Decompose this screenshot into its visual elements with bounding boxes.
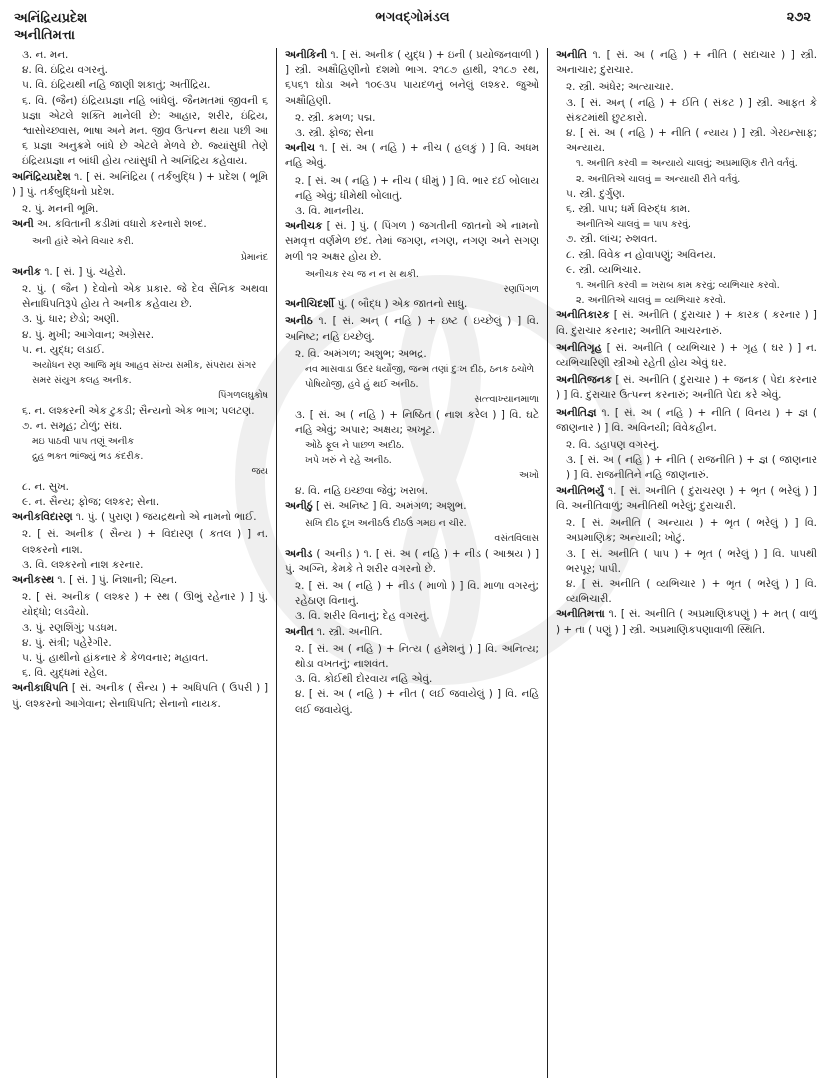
last-guide-word: અનીતિમત્તા <box>14 28 75 43</box>
sense-definition: ૫. સ્ત્રી. દુર્ગુણ. <box>566 187 626 200</box>
headword: અનીચક <box>285 220 323 233</box>
usage-quote: અની હાંરે એને વિચાર કરી. <box>32 236 134 248</box>
definition-text: ૧. [ સં. અ ( નહિ ) + નીચ ( હલકું ) ] વિ. અધમ નહિ એવું. <box>285 142 539 170</box>
headword: અનીઠ <box>285 315 313 328</box>
usage-quote: મઇ પાઠવી પાપ તણૂં અનીક <box>32 436 134 448</box>
page-number: ૨૭૨ <box>786 10 811 25</box>
dictionary-entry <box>285 48 539 109</box>
definition-text: ૧. [ સં. અનીતિ ( દુરાચરણ ) + ભૃત ( ભરેલું ) ] વિ. અનીતિવાળું; અનીતિથી ભરેલું; દુરાચારી. <box>556 484 817 512</box>
usage-quote: ૧. અનીતિ કરવી = ખરાબ કામ કરવું; વ્યભિચાર કરવો. <box>576 280 780 292</box>
headword: અનીતિભર્યું <box>556 484 604 497</box>
definition-text: અ. કવિતાની કડીમાં વધારો કરનારો શબ્દ. <box>33 218 207 231</box>
usage-quote: ૧. અનીતિ કરવી = અન્યાયે ચાલવું; અપ્રમાણિક રીતે વર્તવું. <box>576 158 798 170</box>
usage-quote: ઓઠે ફૂલ ને પાછળ અદીઠ. <box>305 440 405 452</box>
sense-definition: ૬. સ્ત્રી. પાપ; ધર્મ વિરુદ્ધ કામ. <box>566 203 691 216</box>
headword: અનીઠું <box>285 499 313 512</box>
column-3 <box>548 48 825 1078</box>
dictionary-entry <box>285 499 539 514</box>
sense-definition: ૭. સ્ત્રી. લાંચ; રુશવત. <box>566 233 658 246</box>
usage-quote: ૨. અનીતિએ ચાલવું = વ્યભિચાર કરવો. <box>576 295 726 307</box>
sense-definition: ૨. વિ. ડહાપણ વગરનું. <box>566 439 660 452</box>
usage-quote: નવ માસવાડા ઉદર ધર્યોજી, જન્મ તણાં દુઃખ દીઠ, ઠનક ઠચોળે પોષિયોજી, હવે હું થઈ અનીઠ. <box>305 364 535 391</box>
dictionary-entry <box>285 625 539 640</box>
dictionary-entry <box>556 373 817 403</box>
headword: અનીચ <box>285 142 315 155</box>
headword: અનીડ <box>285 547 313 560</box>
dictionary-entry <box>12 217 268 232</box>
dictionary-entry <box>556 484 817 514</box>
book-title: ભગવદ્ગોમંડલ <box>375 10 450 25</box>
sense-definition: ૩. [ સં. અ ( નહિ ) + નિષ્ઠિત ( નાશ કરેલ ) ] વિ. ઘટે નહિ એવું; અપાર; અક્ષય; અખૂટ. <box>295 408 539 436</box>
sense-definition: ૨. [ સં. અનીક ( સૈન્ય ) + વિદારણ ( કતલ ) ] ન. લશ્કરનો નાશ. <box>22 528 268 556</box>
sense-definition: ૩. વિ. કોઈથી દોરવાય નહિ એવું. <box>295 673 433 686</box>
usage-quote: ખપે ખરું ને રહે અનીઠ. <box>305 455 392 467</box>
sense-definition: ૨. [ સં. અનીતિ ( અન્યાય ) + ભૃત ( ભરેલું ) ] વિ. અપ્રમાણિક; અન્યાયી; ખોટું. <box>566 517 817 545</box>
sense-definition: ૨. [ સં. અ ( નહિ ) + નીડ ( માળો ) ] વિ. માળા વગરનું; રહેઠાણ વિનાનું. <box>295 579 539 608</box>
definition-text: ૧. [ સં. અનીક ( યુદ્ધ ) + ઇની ( પ્રયોજનવાળી ) ] સ્ત્રી. અક્ષૌહિણીનો દશમો ભાગ. ૨૧૮૭ હાથી, ૨૧૮૭ રથ, ૬૫૬૧ ઘોડા અને ૧૦૯૩૫ પાયદળનું બનેલું લશ્કર. જુઓ અક્ષૌહિણી. <box>285 49 539 107</box>
quote-source: રણપિંગળ <box>503 284 539 296</box>
definition-text: [ સં. અનીતિ ( દુરાચાર ) + કારક ( કરનાર ) ] વિ. દુરાચાર કરનાર; અનીતિ આચરનારું. <box>556 309 817 337</box>
dictionary-entry <box>556 48 817 78</box>
sense-definition: ૪. વિ. ઇંદ્રિય વગરનું. <box>22 64 108 77</box>
headword: અનીતિજ્ઞ <box>556 406 597 419</box>
sense-definition: ૩. વિ. શરીર વિનાનું; દેહ વગરનું. <box>295 610 430 623</box>
quote-source: પિંગળલઘુકોષ <box>218 390 268 402</box>
headword: અનીકવિદારણ <box>12 511 73 524</box>
headword: અનીકિની <box>285 49 328 61</box>
quote-source: પ્રેમાનંદ <box>240 251 268 263</box>
sense-definition: ૫. પું. હાથીનો હાંકનાર કે કેળવનાર; મહાવત. <box>22 651 209 664</box>
sense-definition: ૨. વિ. અમંગળ; અશુભ; અભદ્ર. <box>295 347 427 360</box>
headword: અનીકાધિપતિ <box>12 682 69 695</box>
headword: અની <box>12 218 34 231</box>
dictionary-entry <box>285 297 539 312</box>
definition-text: ૧. [ સં. ] પું. ચહેરો. <box>41 265 127 278</box>
sense-definition: ૨. સ્ત્રી. અંધેર; અત્યાચાર. <box>566 81 674 94</box>
sense-definition: ૩. [ સં. અન્ ( નહિ ) + ઈતિ ( સંકટ ) ] સ્ત્રી. આફત કે સંકટમાંથી છુટકારો. <box>566 96 817 124</box>
headword: અનીતિજનક <box>556 374 612 387</box>
sense-definition: ૩. [ સં. અનીતિ ( પાપ ) + ભૃત ( ભરેલું ) ] વિ. પાપથી ભરપૂર; પાપી. <box>566 547 817 575</box>
headword: અનીક <box>12 265 42 278</box>
dictionary-entry <box>556 308 817 338</box>
sense-definition: ૩. ન. મન. <box>22 49 69 61</box>
dictionary-entry <box>285 547 539 577</box>
usage-quote: અનીતિએ ચાલવું = પાપ કરવું. <box>576 219 692 231</box>
dictionary-entry <box>285 141 539 171</box>
sense-definition: ૯. સ્ત્રી. વ્યભિચાર. <box>566 263 642 276</box>
sense-definition: ૯. ન. સૈન્ય; ફોજ; લશ્કર; સેના. <box>22 495 160 508</box>
usage-quote: અયોધન રણ આજિ મૃધ આહવ સંખ્ય સમીક, સંપરાય સંગર સમર સંયુગ કલહ અનીક. <box>32 360 257 387</box>
first-guide-word: અનિંદ્રિયપ્રદેશ <box>14 11 88 26</box>
sense-definition: ૪. [ સં. અ ( નહિ ) + નીતિ ( ન્યાય ) ] સ્ત્રી. ગેરઇન્સાફ; અન્યાય. <box>566 127 817 155</box>
dictionary-entry <box>556 607 817 637</box>
dictionary-entry <box>285 219 539 265</box>
sense-definition: ૩. પું. રણશિંગું; પડધમ. <box>22 621 118 634</box>
dictionary-columns <box>0 48 825 1078</box>
sense-definition: ૨. [ સં. અનીક ( લશ્કર ) + સ્થ ( ઊભું રહેનાર ) ] પું. યોદ્ધો; લડવૈયો. <box>22 591 268 619</box>
sense-definition: ૩. [ સં. અ ( નહિ ) + નીતિ ( રાજનીતિ ) + જ્ઞ ( જાણનાર ) ] વિ. રાજનીતિને નહિ જાણનારું. <box>566 454 817 482</box>
definition-text: ૧. [ સં. અ ( નહિ ) + નીતિ ( વિનય ) + જ્ઞ ( જાણનાર ) ] વિ. અવિનયી; વિવેકહીન. <box>556 406 817 434</box>
headword: અનીકસ્થ <box>12 573 55 586</box>
sense-definition: ૩. સ્ત્રી. ફોજ; સેના <box>295 127 374 140</box>
definition-text: ૧. પું. ( પુરાણ ) જયદ્રથનો એ નામનો ભાઈ. <box>72 511 257 524</box>
usage-quote: સખિ દીઠ દૂખ અનીઠઉં દીઠઉં ગમઇ ન ચીર. <box>305 518 467 530</box>
dictionary-entry <box>12 681 268 711</box>
definition-text: ૧. [ સં. અ ( નહિ ) + નીતિ ( સદાચાર ) ] સ્ત્રી. અનાચાર; દુરાચાર. <box>556 49 817 77</box>
sense-definition: ૮. ન. સુખ. <box>22 480 69 493</box>
usage-quote: ૨. અનીતિએ ચાલવું = અન્યાયી રીતે વર્તવું. <box>576 173 741 185</box>
sense-definition: ૨. [ સં. અ ( નહિ ) + નિત્ય ( હમેશનું ) ] વિ. અનિત્ય; થોડા વખતનું; નાશવંત. <box>295 642 539 670</box>
definition-text: [ સં. અનિષ્ટ ] વિ. અમંગળ; અશુભ. <box>312 499 467 512</box>
sense-definition: ૨. સ્ત્રી. કમળ; પદ્મ. <box>295 111 376 124</box>
sense-definition: ૪. [ સં. અ ( નહિ ) + નીત ( લઈ જવાયેલું ) ] વિ. નહિ લઈ જવાયેલું. <box>295 688 539 716</box>
sense-definition: ૫. ન. યુદ્ધ; લડાઈ. <box>22 343 105 356</box>
quote-source: જય <box>251 466 268 478</box>
sense-definition: ૩. પું. ધાર; છેડો; અણી. <box>22 313 120 326</box>
definition-text: પું. ( બૌદ્ધ ) એક જાતનો સાધુ. <box>334 298 468 311</box>
quote-source: સત્ત્વાખ્યાનમાળા <box>474 394 539 406</box>
sense-definition: ૨. [ સં. અ ( નહિ ) + નીચ ( ધીમું ) ] વિ. ભાર દઈ બોલાય નહિ એવું; ધીમેથી બોલાતું. <box>295 174 539 202</box>
sense-definition: ૪. [ સં. અનીતિ ( વ્યભિચાર ) + ભૃત ( ભરેલું ) ] વિ. વ્યભિચારી. <box>566 577 817 606</box>
sense-definition: ૪. પું. સંત્રી; પહેરેગીર. <box>22 636 112 649</box>
page-header <box>0 6 825 50</box>
usage-quote: દ્રુહ ભક્ત ભાંજ્યું ભડ કંદરીક. <box>32 451 144 463</box>
quote-source: અખો <box>519 470 539 482</box>
dictionary-entry <box>556 406 817 436</box>
headword: અનીતિગૃહ <box>556 341 602 354</box>
dictionary-entry <box>285 314 539 344</box>
definition-text: [ સં. ] પું. ( પિંગળ ) જગતીની જાતનો એ નામનો સમવૃત્ત વર્ણમેળ છંદ. તેમાં જગણ, નગણ, નગણ અને સગણ મળી ૧૨ અક્ષર હોય છે. <box>285 220 539 263</box>
definition-text: [ સં. અનીતિ ( દુરાચાર ) + જનક ( પેદા કરનાર ) ] વિ. દુરાચાર ઉત્પન્ન કરનારું; અનીતિ પેદા કરે એવું. <box>556 374 817 402</box>
column-2 <box>276 48 548 1078</box>
sense-definition: ૬. ન. લશ્કરની એક ટુકડી; સૈન્યનો એક ભાગ; પલટણ. <box>22 404 255 417</box>
dictionary-entry <box>12 510 268 525</box>
headword: અનીત <box>285 625 314 638</box>
sense-definition: ૪. પું. મુખી; આગેવાન; અગ્રેસર. <box>22 328 155 341</box>
sense-definition: ૪. વિ. નહિ ઇચ્છવા જેવું; ખરાબ. <box>295 484 429 497</box>
definition-text: ૧. સ્ત્રી. અનીતિ. <box>313 625 383 638</box>
column-1 <box>0 48 276 1078</box>
dictionary-entry <box>556 341 817 371</box>
sense-definition: ૩. વિ. માનનીય. <box>295 205 365 218</box>
definition-text: ૧. [ સં. અન્ ( નહિ ) + ઇષ્ટ ( ઇચ્છેલું ) ] વિ. અનિષ્ટ; નહિ ઇચ્છેલું. <box>285 315 539 343</box>
definition-text: [ સં. અનીક ( સૈન્ય ) + અધિપતિ ( ઉપરી ) ] પું. લશ્કરનો આગેવાન; સેનાધિપતિ; સેનાનો નાયક. <box>12 682 268 710</box>
sense-definition: ૬. વિ. (જૈન) ઇંદ્રિયપ્રજ્ઞા નહિ બાંધેલું. જૈનમતમાં જીવની ૬ પ્રજ્ઞા એટલે શક્તિ માનેલી છે: આહાર, શરીર, ઇંદ્રિય, શ્વાસોચ્છ્વાસ, ભાષા અને મન. જીવ ઉત્પન્ન થયા પછી આ ૬ પ્રજ્ઞા અનુક્રમે બાંધે છે એટલે મેળવે છે. જ્યાંસુધી તેણે ઇંદ્રિયપ્રજ્ઞા ન બાંધી હોય ત્યાંસુધી તે અનિંદ્રિય કહેવાય. <box>22 94 268 168</box>
definition-text: ૧. [ સં. અનીતિ ( અપ્રમાણિકપણું ) + મત્ ( વાળું ) + તા ( પણું ) ] સ્ત્રી. અપ્રમાણિકપણાવાળી સ્થિતિ. <box>556 608 817 636</box>
sense-definition: ૮. સ્ત્રી. વિવેક ન હોવાપણું; અવિનય. <box>566 248 717 261</box>
quote-source: વસંતવિલાસ <box>494 533 539 545</box>
sense-definition: ૫. વિ. ઇંદ્રિયથી નહિ જાણી શકાતું; અતીંદ્રિય. <box>22 79 211 92</box>
headword: અનીતિ <box>556 49 587 61</box>
sense-definition: ૨. પું. ( જૈન ) દેવોનો એક પ્રકાર. જે દેવ સૈનિક અથવા સેનાધિપતિરૂપે હોય તે અનીક કહેવાય છે. <box>22 283 268 311</box>
dictionary-entry <box>12 573 268 588</box>
sense-definition: ૬. વિ. યુદ્ધમાં રહેલ. <box>22 667 108 680</box>
definition-text: ૧. [ સં. ] પું. નિશાની; ચિહ્ન. <box>54 573 178 586</box>
dictionary-entry <box>12 265 268 280</box>
dictionary-entry <box>12 170 268 200</box>
sense-definition: ૩. વિ. લશ્કરનો નાશ કરનાર. <box>22 558 144 571</box>
headword: અનીતિકારક <box>556 309 610 322</box>
headword: અનીચિદર્શી <box>285 298 335 311</box>
sense-definition: ૨. પું. મનની ભૂમિ. <box>22 203 99 216</box>
definition-text: ૧. [ સં. અનિંદ્રિય ( તર્કબુદ્ધિ ) + પ્રદેશ ( ભૂમિ ) ] પું. તર્કબુદ્ધિનો પ્રદેશ. <box>12 170 268 198</box>
headword: અનીતિમત્તા <box>556 608 605 621</box>
definition-text: ( અનીડ઼ ) ૧. [ સં. અ ( નહિ ) + નીડ ( આશ્રય ) ] પું. અગ્નિ, કેમકે તે શરીર વગરનો છે. <box>285 547 539 575</box>
usage-quote: અનીચક રચ જ ન ન સ થકી. <box>305 268 419 280</box>
definition-text: [ સં. અનીતિ ( વ્યભિચાર ) + ગૃહ ( ઘર ) ] ન. વ્યભિચારિણી સ્ત્રીઓ રહેતી હોય એવું ઘર. <box>556 341 817 370</box>
headword: અનિંદ્રિયપ્રદેશ <box>12 170 71 183</box>
sense-definition: ૭. ન. સમૂહ; ટોળું; સંઘ. <box>22 419 123 432</box>
